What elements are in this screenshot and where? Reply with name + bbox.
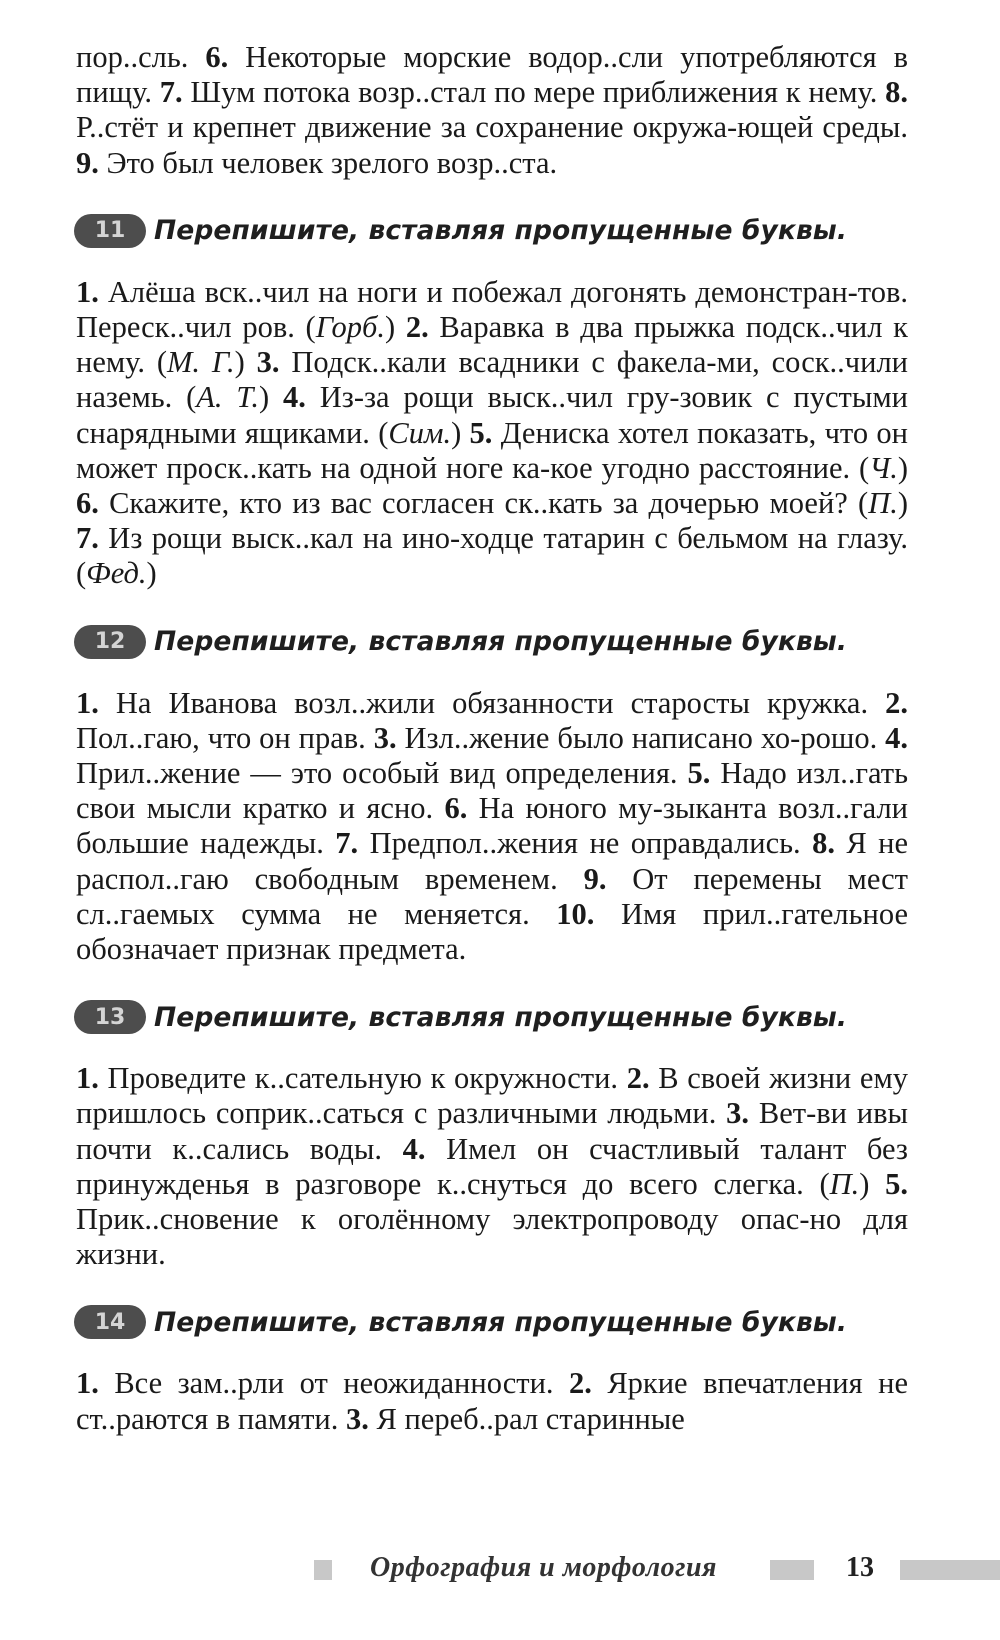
- task-number-badge: 13: [74, 1000, 146, 1034]
- task-number-badge: 11: [74, 214, 146, 248]
- task-14-header: [74, 1302, 908, 1342]
- footer-section-title: Орфография и морфология: [370, 1552, 717, 1583]
- footer-decor-mid: [770, 1560, 814, 1580]
- task-13-text: 1. Проведите к..сательную к окружности. 2. В своей жизни ему пришлось соприк..саться с различными людьми. 3. Вет-ви ивы почти к..сались воды. 4. Имел он счастливый талант без принужденья в разговоре к..снуться до всего слегка. (П.) 5. Прик..сновение к оголённому электропроводу опас-но для жизни.: [76, 1061, 908, 1272]
- page-body: [76, 40, 908, 1437]
- task-instruction: Перепишите, вставляя пропущенные буквы.: [154, 215, 848, 247]
- task-instruction: Перепишите, вставляя пропущенные буквы.: [154, 626, 848, 658]
- continuation-paragraph: пор..сль. 6. Некоторые морские водор..сли употребляются в пищу. 7. Шум потока возр..стал по мере приближения к нему. 8. Р..стёт и крепнет движение за сохранение окружа-ющей среды. 9. Это был человек зрелого возр..ста.: [76, 40, 908, 180]
- footer-decor-right: [900, 1560, 1000, 1580]
- task-instruction: Перепишите, вставляя пропущенные буквы.: [154, 1001, 848, 1033]
- task-13-header: [74, 997, 908, 1037]
- task-11-header: [74, 211, 908, 251]
- task-11-text: 1. Алёша вск..чил на ноги и побежал догонять демонстран-тов. Переск..чил ров. (Горб.) 2. Варавка в два прыжка подск..чил к нему. (М. Г.) 3. Подск..кали всадники с факела-ми, соск..чили наземь. (А. Т.) 4. Из-за рощи выск..чил гру-зовик с пустыми снарядными ящиками. (Сим.) 5. Дениска хотел показать, что он может проск..кать на одной ноге ка-кое угодно расстояние. (Ч.) 6. Скажите, кто из вас согласен ск..кать за дочерью моей? (П.) 7. Из рощи выск..кал на ино-ходце татарин с бельмом на глазу. (Фед.): [76, 274, 909, 591]
- footer-decor-left: [314, 1560, 332, 1580]
- task-instruction: Перепишите, вставляя пропущенные буквы.: [154, 1306, 848, 1338]
- task-number-badge: 12: [74, 625, 146, 659]
- task-number-badge: 14: [74, 1305, 146, 1339]
- task-12-header: [74, 622, 908, 662]
- task-14-text: 1. Все зам..рли от неожиданности. 2. Яркие впечатления не ст..раются в памяти. 3. Я переб..рал старинные: [76, 1366, 908, 1436]
- task-12-text: 1. На Иванова возл..жили обязанности старосты кружка. 2. Пол..гаю, что он прав. 3. Изл..жение было написано хо-рошо. 4. Прил..жение — это особый вид определения. 5. Надо изл..гать свои мысли кратко и ясно. 6. На юного му-зыканта возл..гали большие надежды. 7. Предпол..жения не оправдались. 8. Я не распол..гаю свободным временем. 9. От перемены мест сл..гаемых сумма не меняется. 10. Имя прил..гательное обозначает признак предмета.: [76, 685, 909, 967]
- page-footer: [0, 1552, 1000, 1588]
- page-number: 13: [846, 1552, 874, 1583]
